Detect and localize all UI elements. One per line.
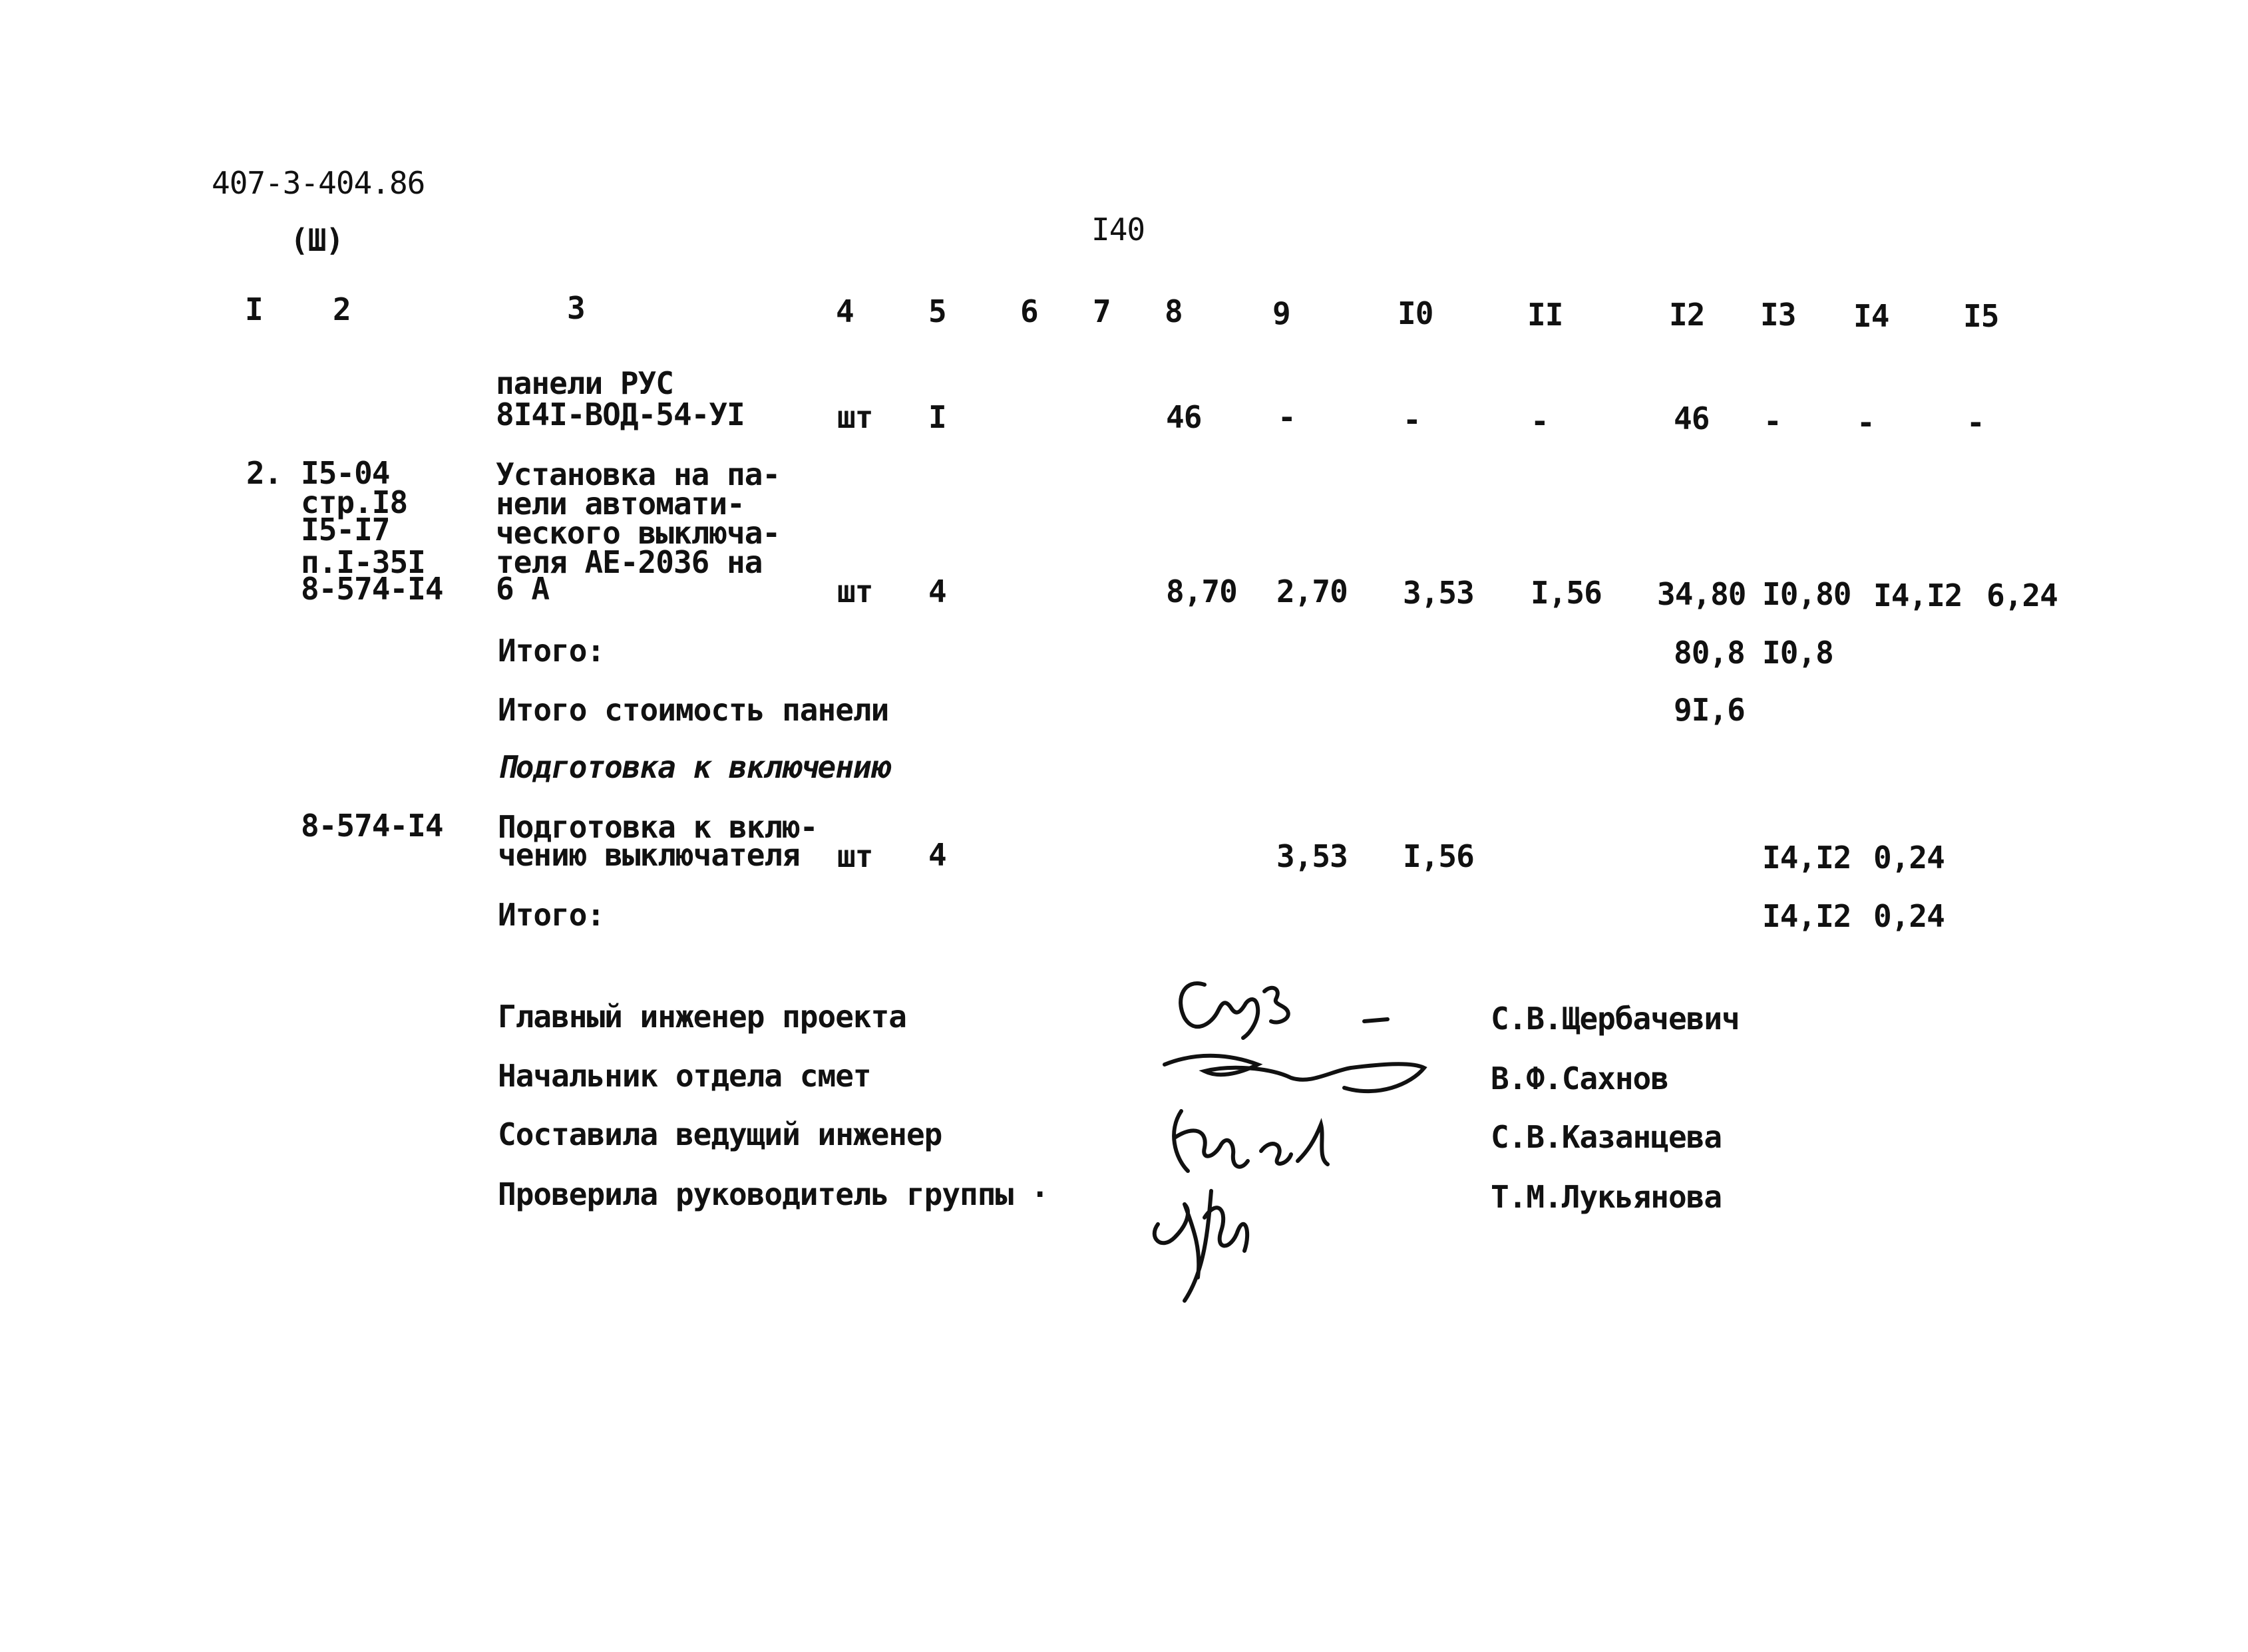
value-cell: 0,24 [1873, 840, 1945, 876]
value-cell: 3,53 [1403, 575, 1474, 611]
quantity-cell: 4 [928, 837, 946, 873]
column-header: 3 [567, 290, 585, 326]
value-cell: 2,70 [1276, 574, 1348, 609]
handwritten-signature [1145, 1178, 1291, 1313]
item-description: 6 А [496, 571, 550, 607]
column-header: 7 [1093, 293, 1111, 329]
item-description: ческого выключа- [496, 515, 781, 551]
value-cell: - [1531, 403, 1549, 439]
value-cell: I0,8 [1762, 635, 1833, 671]
value-cell: 46 [1166, 399, 1202, 435]
value-cell: 34,80 [1657, 576, 1746, 612]
item-description: нели автомати- [496, 486, 745, 522]
column-header: 4 [836, 293, 854, 329]
column-header: I3 [1760, 297, 1796, 333]
column-header: 2 [333, 291, 351, 327]
value-cell: - [1403, 402, 1421, 438]
section-marker: (Ш) [290, 222, 344, 258]
signatory-name: Т.М.Лукьянова [1491, 1179, 1722, 1215]
value-cell: 9I,6 [1674, 692, 1745, 728]
column-header: 9 [1272, 295, 1290, 331]
column-header: 8 [1165, 293, 1183, 329]
unit-cell: шт [837, 399, 873, 435]
document-code: 407-3-404.86 [212, 165, 425, 201]
quantity-cell: 4 [928, 574, 946, 609]
unit-cell: шт [837, 838, 873, 874]
total-label: Итого: [498, 633, 605, 669]
norm-code: стр.I8 [301, 484, 408, 520]
value-cell: - [1278, 399, 1296, 435]
signatory-role: Проверила руководитель группы · [498, 1176, 1049, 1212]
norm-code: п.I-35I [301, 544, 425, 580]
signatory-role: Главный инженер проекта [498, 999, 906, 1035]
value-cell: 0,24 [1873, 898, 1945, 934]
signatory-name: С.В.Щербачевич [1491, 1001, 1740, 1037]
column-header: I2 [1669, 297, 1705, 333]
value-cell: - [1967, 405, 1984, 440]
value-cell: - [1857, 405, 1875, 440]
signatory-name: В.Ф.Сахнов [1491, 1061, 1668, 1096]
value-cell: I,56 [1531, 575, 1602, 611]
total-label: Итого: [498, 897, 605, 933]
norm-code: 8-574-I4 [301, 808, 443, 844]
value-cell: I0,80 [1762, 576, 1851, 612]
row-number: 2. [246, 455, 282, 491]
page-number: I40 [1091, 212, 1145, 248]
column-header: I [245, 291, 263, 327]
column-header: 5 [928, 293, 946, 329]
value-cell: 46 [1674, 401, 1710, 436]
signatory-role: Составила ведущий инженер [498, 1116, 942, 1152]
item-description: панели РУС [496, 365, 673, 401]
column-header: I5 [1963, 298, 1999, 334]
column-header: II [1527, 297, 1563, 333]
value-cell: 8,70 [1166, 574, 1237, 609]
unit-cell: шт [837, 574, 873, 609]
quantity-cell: I [928, 399, 946, 435]
column-header: I0 [1398, 295, 1433, 331]
item-description: Подготовка к вклю- [498, 809, 818, 845]
total-label: Итого стоимость панели [498, 692, 889, 728]
signatory-name: С.В.Казанцева [1491, 1119, 1722, 1155]
value-cell: 80,8 [1674, 635, 1745, 671]
signatory-role: Начальник отдела смет [498, 1058, 871, 1094]
subsection-heading: Подготовка к включению [498, 749, 889, 785]
column-header: 6 [1020, 293, 1038, 329]
value-cell: I4,I2 [1762, 898, 1851, 934]
norm-code: 8-574-I4 [301, 571, 443, 607]
value-cell: I4,I2 [1873, 578, 1963, 613]
value-cell: I,56 [1403, 838, 1474, 874]
item-description: 8I4I-ВОД-54-УI [496, 397, 745, 432]
value-cell: 3,53 [1276, 838, 1348, 874]
item-description: теля АЕ-2036 на [496, 544, 763, 580]
norm-code: I5-04 [301, 455, 390, 491]
value-cell: I4,I2 [1762, 840, 1851, 876]
value-cell: 6,24 [1986, 578, 2058, 613]
column-header: I4 [1853, 298, 1889, 334]
value-cell: - [1764, 403, 1781, 439]
norm-code: I5-I7 [301, 512, 390, 548]
item-description: чению выключателя [498, 837, 800, 873]
item-description: Установка на па- [496, 456, 781, 492]
